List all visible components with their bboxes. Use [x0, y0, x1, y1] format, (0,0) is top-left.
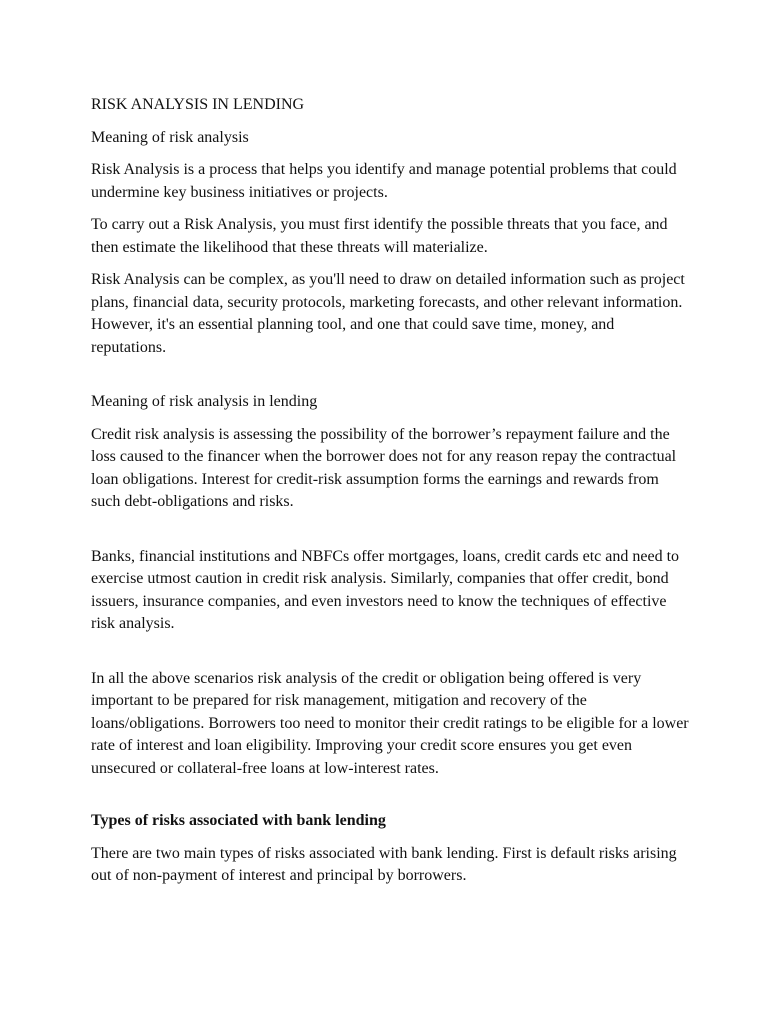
paragraph-complexity: Risk Analysis can be complex, as you'll need to draw on detailed information such as project plans, financial data, security protocols, marketing forecasts, and other relevant information. However, it's an essential planning tool, and one that could save time, money, and reputations. — [91, 271, 685, 356]
section-heading-lending: Meaning of risk analysis in lending — [91, 393, 318, 410]
paragraph-threats: To carry out a Risk Analysis, you must first identify the possible threats that you face, and then estimate the likelihood that these threats will materialize. — [91, 216, 668, 256]
paragraph-credit-risk: Credit risk analysis is assessing the possibility of the borrower’s repayment failure and the loss caused to the financer when the borrower does not for any reason repay the contractual loan obligations. Interest for credit-risk assumption forms the earnings and rewards from such debt-obligations and risks. — [91, 425, 677, 510]
paragraph-definition: Risk Analysis is a process that helps you identify and manage potential problems that could undermine key business initiatives or projects. — [91, 161, 677, 201]
document-title: RISK ANALYSIS IN LENDING — [91, 96, 305, 113]
section-heading-types: Types of risks associated with bank lending — [91, 812, 386, 829]
paragraph-scenarios: In all the above scenarios risk analysis of the credit or obligation being offered is very important to be prepared for risk management, mitigation and recovery of the loans/obligations. Borrowers too need to monitor their credit ratings to be eligible for a lower rate of interest and loan eligibility. Improving your credit score ensures you get even unsecured or collateral-free loans at low-interest rates. — [91, 669, 689, 777]
section-heading-meaning: Meaning of risk analysis — [91, 128, 249, 146]
paragraph-risk-types: There are two main types of risks associated with bank lending. First is default risks arising out of non-payment of interest and principal by borrowers. — [91, 844, 677, 884]
document-page — [91, 94, 691, 898]
paragraph-institutions: Banks, financial institutions and NBFCs offer mortgages, loans, credit cards etc and need to exercise utmost caution in credit risk analysis. Similarly, companies that offer credit, bond issuers, insurance companies, and even investors need to know the techniques of effective risk analysis. — [91, 547, 680, 632]
